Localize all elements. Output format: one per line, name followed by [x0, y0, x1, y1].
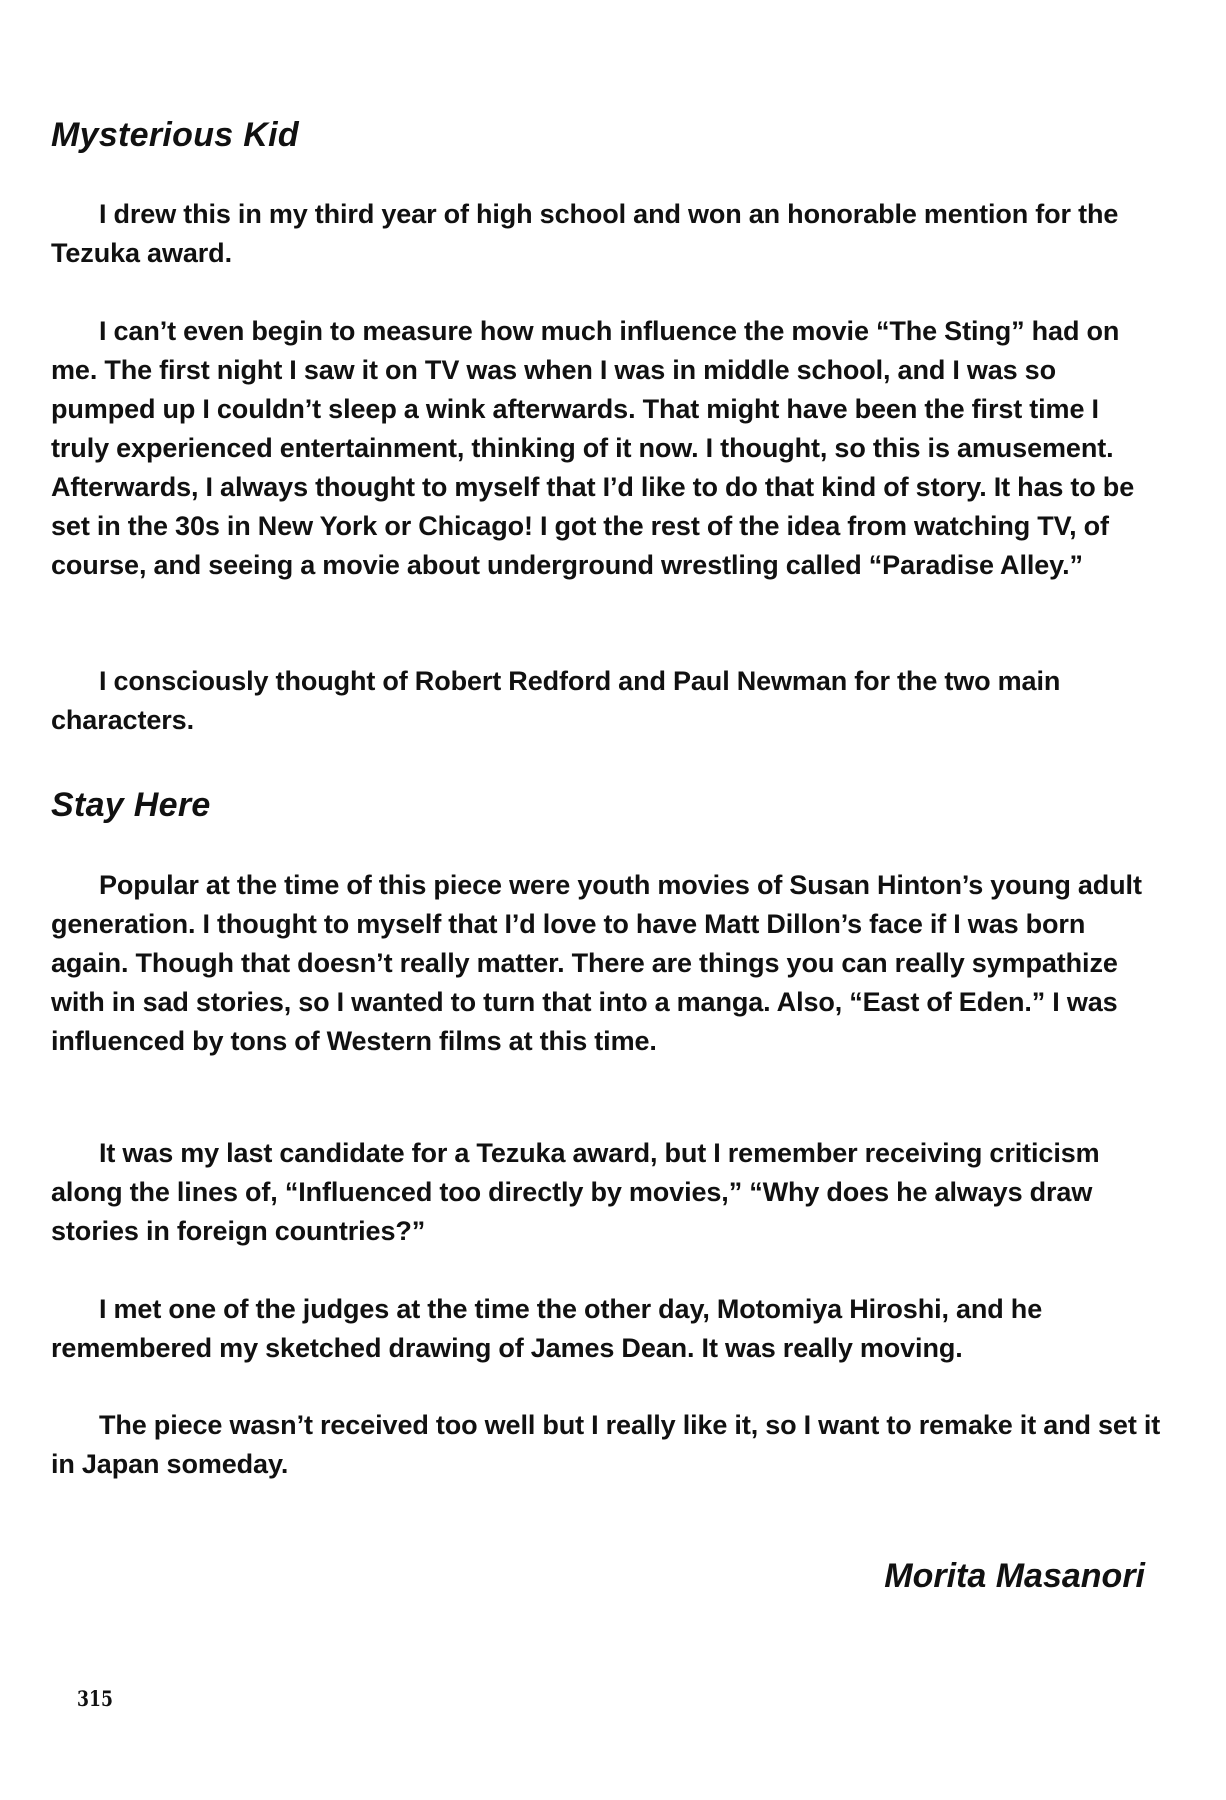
paragraph: The piece wasn’t received too well but I really like it, so I want to remake it and set it in Japan someday. — [51, 1410, 1161, 1479]
page-number: 315 — [77, 1686, 113, 1711]
author-signature: Morita Masanori — [884, 1557, 1145, 1595]
paragraph: Popular at the time of this piece were youth movies of Susan Hinton’s young adult generation. I thought to myself that I’d love to have Matt Dillon’s face if I was born again. Though that doesn’t really matter. There are things you can really sympathize with in sad stories, so I wanted to turn that into a manga. Also, “East of Eden.” I was influenced by tons of Western films at this time. — [51, 870, 1142, 1056]
paragraph: I met one of the judges at the time the other day, Motomiya Hiroshi, and he remembered my sketched drawing of James Dean. It was really moving. — [51, 1294, 1043, 1363]
paragraph: I can’t even begin to measure how much influence the movie “The Sting” had on me. The first night I saw it on TV was when I was in middle school, and I was so pumped up I couldn’t sleep a wink afterwards. That might have been the first time I truly experienced entertainment, thinking of it now. I thought, so this is amusement. Afterwards, I always thought to myself that I’d like to do that kind of story. It has to be set in the 30s in New York or Chicago! I got the rest of the idea from watching TV, of course, and seeing a movie about underground wrestling called “Paradise Alley.” — [51, 316, 1135, 580]
paragraph: It was my last candidate for a Tezuka award, but I remember receiving criticism along the lines of, “Influenced too directly by movies,” “Why does he always draw stories in foreign countries?” — [51, 1138, 1100, 1246]
paragraph: I drew this in my third year of high school and won an honorable mention for the Tezuka award. — [51, 199, 1119, 268]
section-title-mysterious-kid: Mysterious Kid — [51, 116, 299, 154]
section-title-stay-here: Stay Here — [51, 786, 211, 824]
paragraph: I consciously thought of Robert Redford and Paul Newman for the two main characters. — [51, 666, 1061, 735]
